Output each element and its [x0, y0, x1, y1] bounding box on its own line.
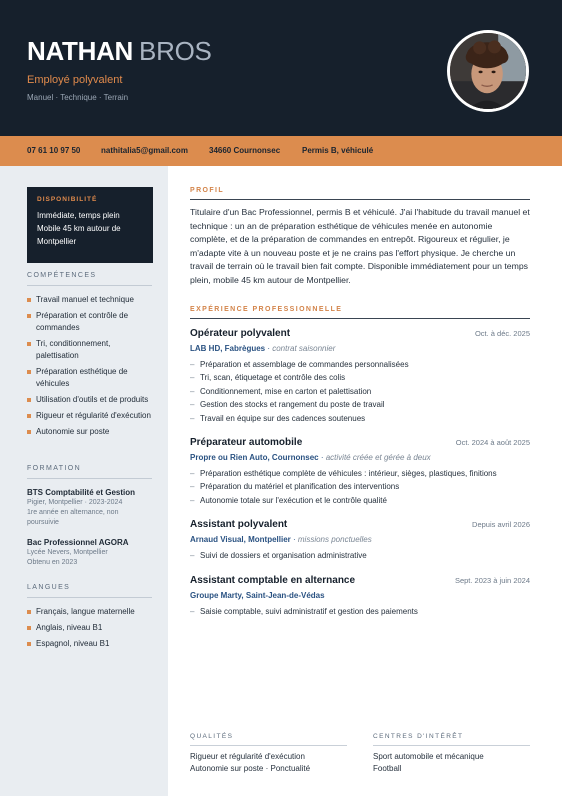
job-tasks — [190, 467, 530, 507]
job-date: Depuis avril 2026 — [472, 520, 530, 529]
job-entry — [190, 328, 530, 425]
skill-item: Préparation esthétique de véhicules — [27, 366, 152, 390]
job-task: – Préparation et assemblage de commandes personnalisées — [190, 358, 530, 371]
job-task: – Gestion des stocks et rangement du poste de travail — [190, 398, 530, 411]
profile-photo — [447, 30, 529, 112]
experience-title: EXPÉRIENCE PROFESSIONNELLE — [190, 306, 530, 319]
job-org: LAB HD, Fabrègues — [190, 344, 266, 353]
skill-item: Rigueur et régularité d'exécution — [27, 410, 152, 422]
job-role: Employé polyvalent — [27, 74, 123, 86]
education-degree: BTS Comptabilité et Gestion — [27, 488, 136, 497]
languages-title: LANGUES — [27, 584, 152, 598]
skills-list — [27, 294, 152, 438]
interests-section — [373, 733, 530, 775]
job-task: – Tri, scan, étiquetage et contrôle des colis — [190, 371, 530, 384]
interests-title: CENTRES D'INTÉRÊT — [373, 733, 530, 746]
skills-title: COMPÉTENCES — [27, 272, 152, 286]
job-task: – Autonomie totale sur l'exécution et le contrôle qualité — [190, 494, 530, 507]
profile-title: PROFIL — [190, 187, 530, 200]
skill-item: Préparation et contrôle de commandes — [27, 310, 152, 334]
role-tags: Manuel · Technique · Terrain — [27, 93, 129, 102]
job-task: – Préparation du matériel et planification des interventions — [190, 480, 530, 493]
job-note: missions ponctuelles — [297, 535, 372, 544]
quality-line: Rigueur et régularité d'exécution — [190, 752, 305, 761]
job-task: – Travail en équipe sur des cadences soutenues — [190, 412, 530, 425]
contact-license: Permis B, véhiculé — [302, 146, 374, 155]
interest-line: Sport automobile et mécanique — [373, 752, 484, 761]
education-section — [27, 465, 152, 577]
availability-line: Immédiate, temps plein — [37, 211, 120, 220]
job-entry — [190, 575, 530, 618]
job-task: – Préparation esthétique complète de véhicules : intérieur, sièges, plastiques, finitions — [190, 467, 530, 480]
job-task: – Suivi de dossiers et organisation administrative — [190, 549, 530, 562]
interest-line: Football — [373, 764, 402, 773]
skill-item: Autonomie sur poste — [27, 426, 152, 438]
education-degree: Bac Professionnel AGORA — [27, 538, 129, 547]
education-item — [27, 537, 152, 568]
language-item: Français, langue maternelle — [27, 606, 152, 618]
job-org: Groupe Marty, Saint-Jean-de-Védas — [190, 591, 325, 600]
candidate-name — [27, 36, 212, 66]
profile-text: Titulaire d'un Bac Professionnel, permis B et véhiculé. J'ai l'habitude du travail manuel et technique : un an de préparation esthétique de véhicules menée en autonomie complète, et de la préparation de commandes en entrepôt. Rigoureux et régulier, je m'adapte vite à un nouveau poste et je ne crains pas l'effort physique. Je cherche un travail de terrain où le travail bien fait compte. Disponible immédiatement pour un temps plein, mobile 45 km autour de Montpellier. — [190, 207, 530, 285]
education-meta: Lycée Nevers, Montpellier — [27, 549, 108, 556]
profile-section — [190, 187, 530, 288]
portrait-image — [450, 33, 526, 109]
job-title: Assistant polyvalent — [190, 519, 288, 530]
languages-section — [27, 584, 152, 654]
qualities-section — [190, 733, 347, 775]
contact-phone[interactable]: 07 61 10 97 50 — [27, 146, 81, 155]
availability-line: Mobile 45 km autour de — [37, 224, 121, 233]
languages-list — [27, 606, 152, 650]
job-entry — [190, 519, 530, 562]
job-tasks — [190, 549, 530, 562]
sidebar — [0, 166, 168, 796]
skill-item: Travail manuel et technique — [27, 294, 152, 306]
contact-bar — [0, 136, 562, 166]
job-title: Assistant comptable en alternance — [190, 575, 356, 586]
skill-item: Utilisation d'outils et de produits — [27, 394, 152, 406]
education-title: FORMATION — [27, 465, 152, 479]
separator-dot: · — [290, 535, 298, 544]
job-note: contrat saisonnier — [272, 344, 336, 353]
education-meta: Obtenu en 2023 — [27, 559, 78, 566]
job-company — [190, 535, 530, 544]
job-title: Préparateur automobile — [190, 437, 303, 448]
contact-email[interactable]: nathitalia5@gmail.com — [101, 146, 188, 155]
job-date: Oct. 2024 à août 2025 — [455, 438, 530, 447]
quality-line: Autonomie sur poste · Ponctualité — [190, 764, 311, 773]
skill-item: Tri, conditionnement, palettisation — [27, 338, 152, 362]
education-item — [27, 487, 152, 528]
job-title: Opérateur polyvalent — [190, 328, 291, 339]
job-tasks — [190, 358, 530, 425]
first-name: NATHAN — [27, 36, 134, 66]
experience-section — [190, 306, 530, 325]
qualities-title: QUALITÉS — [190, 733, 347, 746]
education-meta: 1re année en alternance, non poursuivie — [27, 509, 119, 526]
job-company — [190, 344, 530, 353]
availability-line: Montpellier — [37, 237, 77, 246]
skills-section — [27, 272, 152, 442]
resume-header — [0, 0, 562, 136]
job-date: Sept. 2023 à juin 2024 — [454, 576, 530, 585]
last-name: BROS — [139, 36, 212, 66]
separator-dot: · — [318, 453, 326, 462]
language-item: Anglais, niveau B1 — [27, 622, 152, 634]
job-company — [190, 453, 530, 462]
job-entry — [190, 437, 530, 507]
job-date: Oct. à déc. 2025 — [474, 329, 530, 338]
job-note: activité créée et gérée à deux — [325, 453, 431, 462]
job-task: – Conditionnement, mise en carton et palettisation — [190, 385, 530, 398]
job-company — [190, 591, 530, 600]
availability-title: DISPONIBILITÉ — [37, 196, 98, 203]
contact-city: 34660 Cournonsec — [209, 146, 281, 155]
job-task: – Saisie comptable, suivi administratif et gestion des paiements — [190, 605, 530, 618]
separator-dot: · — [265, 344, 273, 353]
education-meta: Pigier, Montpellier · 2023-2024 — [27, 499, 123, 506]
job-tasks — [190, 605, 530, 618]
language-item: Espagnol, niveau B1 — [27, 638, 152, 650]
job-org: Propre ou Rien Auto, Cournonsec — [190, 453, 319, 462]
availability-box — [27, 187, 153, 263]
job-org: Arnaud Visual, Montpellier — [190, 535, 291, 544]
